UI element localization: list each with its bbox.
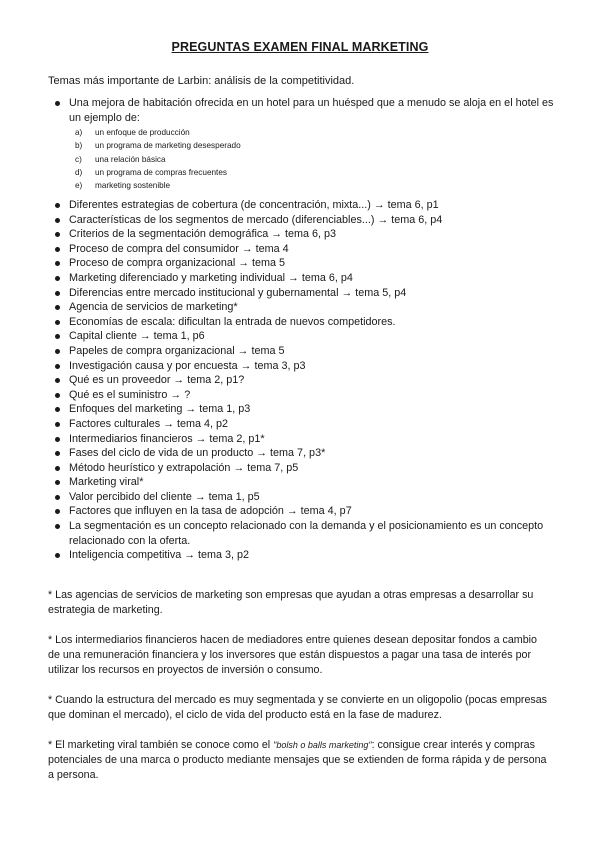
list-item (55, 329, 555, 344)
list-item (55, 242, 555, 257)
list-item (55, 271, 555, 286)
footnote-text: * Las agencias de servicios de marketing son empresas que ayudan a otras empresas a desarrollar su estrategia de marketing. (48, 589, 534, 616)
footnote-marketing-viral (48, 738, 548, 783)
list-item (55, 504, 555, 519)
option-text: una relación básica (95, 154, 166, 164)
list-item-text: La segmentación es un concepto relacionado con la demanda y el posicionamiento es un concepto relacionado con la oferta. (69, 520, 544, 547)
list-item (55, 388, 555, 403)
footnote-intermediarios (48, 633, 548, 678)
bullet-icon (55, 291, 60, 296)
bullet-icon (55, 232, 60, 237)
list-item-text: Características de los segmentos de mercado (diferenciables...) → tema 6, p4 (69, 213, 443, 226)
list-item-text: Diferencias entre mercado institucional y gubernamental → tema 5, p4 (69, 286, 407, 299)
bullet-icon (55, 218, 60, 223)
list-item-text: Investigación causa y por encuesta → tema 3, p3 (69, 359, 306, 372)
option-text: un enfoque de producción (95, 128, 190, 138)
footnote-text: * Cuando la estructura del mercado es muy segmentada y se convierte en un oligopolio (pocas empresas que dominan el mercado), el ciclo de vida del producto está en la fase de madurez. (48, 694, 548, 721)
option-text: un programa de compras frecuentes (95, 168, 227, 178)
list-item (55, 490, 555, 505)
list-item (55, 96, 555, 193)
list-item-text: Factores que influyen en la tasa de adopción → tema 4, p7 (69, 505, 352, 518)
list-item (55, 227, 555, 242)
list-item (55, 256, 555, 271)
bullet-icon (55, 203, 60, 208)
list-item-text: Marketing diferenciado y marketing individual → tema 6, p4 (69, 271, 353, 284)
bullet-icon (55, 247, 60, 252)
option-item (69, 166, 555, 179)
option-item (69, 126, 555, 139)
list-item-text: Fases del ciclo de vida de un producto → tema 7, p3* (69, 447, 326, 460)
list-item-text: Método heurístico y extrapolación → tema 7, p5 (69, 461, 299, 474)
footnote-text: * Los intermediarios financieros hacen de mediadores entre quienes desean depositar fondos a cambio de una remuneración financiera y los inversores que están dispuestos a pagar una tasa de interés por utilizar los recursos en proyectos de inversión o consumo. (48, 634, 537, 676)
option-letter: a) (75, 128, 83, 138)
list-item-text: Diferentes estrategias de cobertura (de concentración, mixta...) → tema 6, p1 (69, 199, 439, 211)
question-list-first (55, 96, 555, 193)
list-item-text: Inteligencia competitiva → tema 3, p2 (69, 549, 250, 562)
footnote-text-before: * El marketing viral también se conoce como el (48, 739, 274, 751)
list-item (55, 548, 555, 563)
option-item (69, 179, 555, 192)
bullet-icon (55, 466, 60, 471)
list-item (55, 198, 555, 213)
bullet-icon (55, 451, 60, 456)
footnote-italic-term: "bolsh o balls marketing" (273, 740, 372, 750)
list-item (55, 359, 555, 374)
bullet-icon (55, 553, 60, 558)
bullet-icon (55, 305, 60, 310)
list-item-text: Intermediarios financieros → tema 2, p1* (69, 432, 265, 445)
bullet-icon (55, 393, 60, 398)
bullet-icon (55, 378, 60, 383)
list-item (55, 432, 555, 447)
bullet-icon (55, 276, 60, 281)
option-letter: d) (75, 168, 83, 178)
list-item-text: Capital cliente → tema 1, p6 (69, 330, 205, 343)
option-letter: b) (75, 141, 83, 151)
list-item (55, 344, 555, 359)
bullet-icon (55, 495, 60, 500)
bullet-icon (55, 407, 60, 412)
bullet-icon (55, 101, 60, 106)
option-text: marketing sostenible (95, 181, 171, 191)
footnote-text-after: : consigue crear interés y compras potenciales de una marca o producto mediante mensajes que se extienden de forma rápida y de persona a persona. (48, 739, 547, 781)
bullet-icon (55, 261, 60, 266)
bullet-icon (55, 320, 60, 325)
option-letter: e) (75, 181, 83, 191)
bullet-icon (55, 422, 60, 427)
list-item (55, 213, 555, 228)
list-item (55, 402, 555, 417)
option-item (69, 139, 555, 152)
list-item (55, 286, 555, 301)
list-item-text: Economías de escala: dificultan la entrada de nuevos competidores. (69, 315, 396, 328)
list-item-text: Valor percibido del cliente → tema 1, p5 (69, 490, 260, 503)
list-item-text: Enfoques del marketing → tema 1, p3 (69, 403, 251, 416)
list-item (55, 417, 555, 432)
bullet-icon (55, 480, 60, 485)
list-item-text: Qué es el suministro → ? (69, 388, 191, 401)
list-item-text: Marketing viral* (69, 476, 144, 489)
list-item-text: Una mejora de habitación ofrecida en un hotel para un huésped que a menudo se aloja en el hotel es un ejemplo de: (69, 97, 554, 124)
list-item-text: Criterios de la segmentación demográfica → tema 6, p3 (69, 228, 337, 241)
list-item-text: Factores culturales → tema 4, p2 (69, 417, 229, 430)
list-item (55, 300, 555, 315)
footnote-ciclo-vida (48, 693, 548, 723)
bullet-icon (55, 524, 60, 529)
list-item (55, 519, 555, 548)
option-item (69, 153, 555, 166)
list-item-text: Papeles de compra organizacional → tema 5 (69, 344, 285, 357)
topic-list (55, 198, 555, 563)
options-list (69, 126, 555, 192)
list-item-text: Proceso de compra del consumidor → tema 4 (69, 242, 289, 255)
list-item-text: Agencia de servicios de marketing* (69, 301, 238, 314)
option-letter: c) (75, 154, 82, 164)
list-item (55, 461, 555, 476)
list-item (55, 446, 555, 461)
footnote-text (48, 738, 548, 783)
intro-text: Temas más importante de Larbin: análisis de la competitividad. (48, 75, 355, 87)
list-item-text: Proceso de compra organizacional → tema 5 (69, 257, 286, 270)
list-item (55, 315, 555, 330)
option-text: un programa de marketing desesperado (95, 141, 241, 151)
footnote-agencias (48, 588, 548, 618)
bullet-icon (55, 509, 60, 514)
list-item (55, 475, 555, 490)
bullet-icon (55, 334, 60, 339)
bullet-icon (55, 437, 60, 442)
page-title: PREGUNTAS EXAMEN FINAL MARKETING (171, 40, 429, 54)
list-item (55, 373, 555, 388)
list-item-text: Qué es un proveedor → tema 2, p1? (69, 374, 245, 387)
bullet-icon (55, 364, 60, 369)
bullet-icon (55, 349, 60, 354)
